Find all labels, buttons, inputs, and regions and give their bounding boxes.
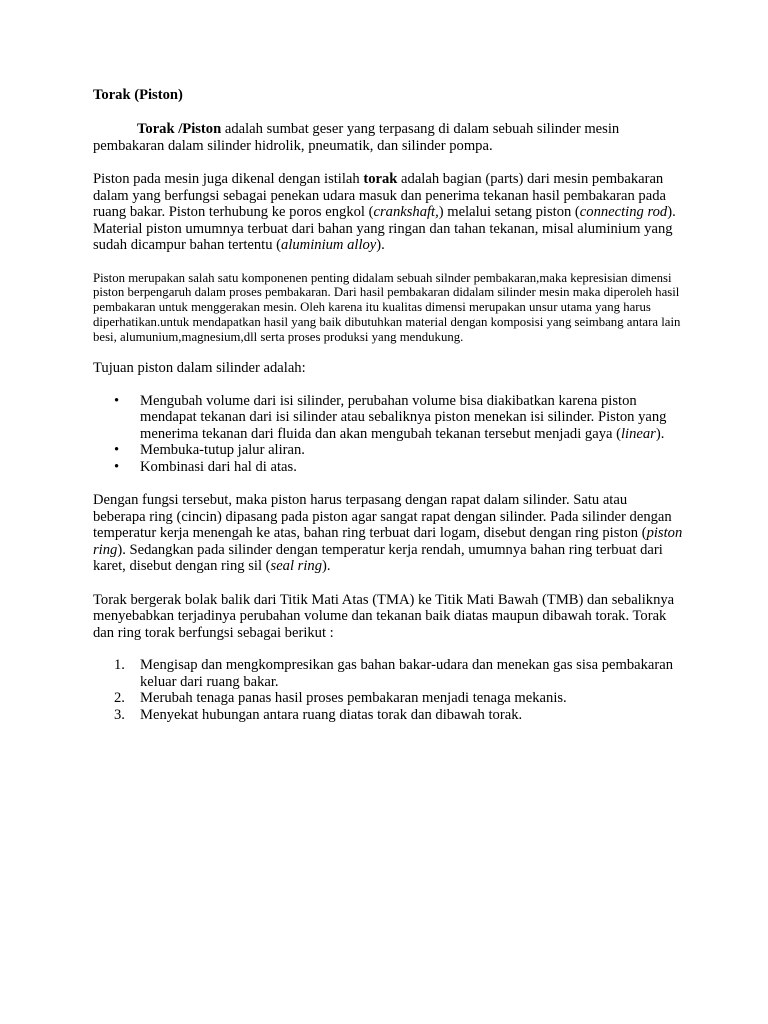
paragraph-definition <box>93 121 683 154</box>
text-run: ). Sedangkan pada silinder dengan temperatur kerja rendah, umumnya bahan ring terbuat dari karet, disebut dengan ring sil ( <box>93 541 663 575</box>
list-item <box>93 657 683 690</box>
list-item <box>93 393 683 443</box>
list-item <box>93 690 683 707</box>
paragraph-purpose-heading: Tujuan piston dalam silinder adalah: <box>93 360 306 377</box>
list-item <box>93 707 683 724</box>
bullet-icon: • <box>114 392 120 409</box>
term-seal-ring: seal ring <box>270 558 322 575</box>
text-run: ). Material piston umumnya terbuat dari bahan yang ringan dan tahan tekanan, misal aluminium yang sudah dicampur bahan tertentu ( <box>93 204 676 253</box>
term-connecting-rod: connecting rod <box>579 204 668 220</box>
text-run: Menyekat hubungan antara ruang diatas torak dan dibawah torak. <box>140 706 523 723</box>
text-run: Mengubah volume dari isi silinder, perubahan volume bisa diakibatkan karena piston mendapat tekanan dari isi silinder atau sebaliknya piston menekan isi silinder. Piston yang menerima tekanan dari fluida dan akan mengubah tekanan tersebut menjadi gaya ( <box>140 392 667 442</box>
text-run: Merubah tenaga panas hasil proses pembakaran menjadi tenaga mekanis. <box>140 690 567 707</box>
document-title: Torak (Piston) <box>93 87 183 103</box>
paragraph-piston-ring <box>93 492 683 575</box>
text-run: Piston pada mesin juga dikenal dengan istilah <box>93 171 364 187</box>
text-run: ) melalui setang piston ( <box>438 204 580 220</box>
list-number: 1. <box>114 657 125 674</box>
text-run: ). <box>655 425 665 442</box>
text-run: ). <box>322 558 331 575</box>
text-run: Membuka-tutup jalur aliran. <box>140 442 305 459</box>
term-linear: linear <box>621 425 656 442</box>
functions-numbered-list <box>93 657 683 723</box>
list-number: 2. <box>114 690 125 707</box>
text-run: Kombinasi dari hal di atas. <box>140 458 297 475</box>
text-run: adalah bagian (parts) dari mesin pembakaran dalam yang berfungsi sebagai penekan udara masuk dan penerima tekanan hasil pembakaran pada ruang bakar. Piston terhubung ke poros engkol ( <box>93 171 666 220</box>
list-number: 3. <box>114 706 125 723</box>
purpose-bullet-list <box>93 393 683 476</box>
list-item <box>93 459 683 476</box>
bullet-icon: • <box>114 458 120 475</box>
term-aluminium-alloy: aluminium alloy <box>281 237 377 253</box>
list-item <box>93 442 683 459</box>
term-torak-piston: Torak /Piston <box>137 121 222 137</box>
document-body <box>93 86 683 723</box>
text-run: Mengisap dan mengkompresikan gas bahan bakar-udara dan menekan gas sisa pembakaran keluar dari ruang bakar. <box>140 657 673 690</box>
term-torak: torak <box>363 171 398 187</box>
paragraph-piston-component: Piston merupakan salah satu komponenen penting didalam sebuah silnder pembakaran,maka kepresisian dimensi piston berpengaruh dalam proses pembakaran. Dari hasil pembakaran didalam silinder mesin maka diperoleh hasil pembakaran untuk menggerakan mesin. Oleh karena itu kualitas dimensi merupakan unsur utama yang harus diperhatikan.untuk mendapatkan hasil yang baik dibutuhkan material dengan komposisi yang seimbang antara lain besi, alumunium,magnesium,dll serta proses produksi yang mendukung. <box>93 270 681 344</box>
term-piston-ring: piston ring <box>93 525 683 558</box>
bullet-icon: • <box>114 442 120 459</box>
term-crankshaft: crankshaft, <box>373 204 439 220</box>
paragraph-definition-text: adalah sumbat geser yang terpasang di dalam sebuah silinder mesin pembakaran dalam silinder hidrolik, pneumatik, dan silinder pompa. <box>93 121 620 154</box>
paragraph-piston-description <box>93 171 683 254</box>
text-run: Dengan fungsi tersebut, maka piston harus terpasang dengan rapat dalam silinder. Satu atau beberapa ring (cincin) dipasang pada piston agar sangat rapat dengan silinder. Pada silinder dengan temperatur kerja menengah ke atas, bahan ring terbuat dari logam, disebut dengan ring piston ( <box>93 492 672 542</box>
text-run: ). <box>376 237 385 253</box>
paragraph-torak-movement: Torak bergerak bolak balik dari Titik Mati Atas (TMA) ke Titik Mati Bawah (TMB) dan sebaliknya menyebabkan terjadinya perubahan volume dan tekanan baik diatas maupun dibawah torak. Torak dan ring torak berfungsi sebagai berikut : <box>93 591 675 641</box>
